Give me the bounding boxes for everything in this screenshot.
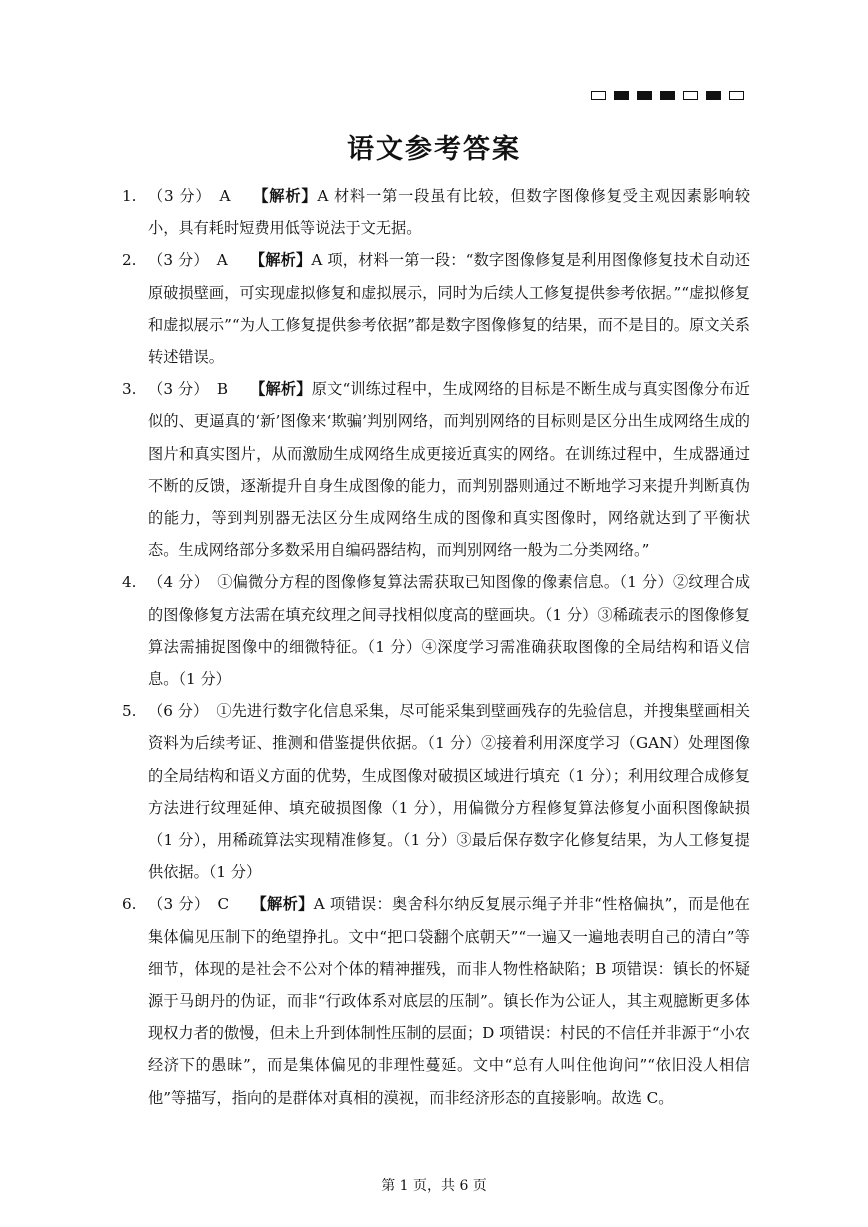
header-mark-1 (591, 91, 606, 100)
header-mark-5 (683, 91, 698, 100)
analysis-tag: 【解析】 (251, 895, 314, 914)
answer-item-1 (120, 180, 750, 244)
analysis-tag: 【解析】 (252, 187, 318, 205)
header-mark-2 (614, 91, 629, 100)
header-mark-3 (637, 91, 652, 100)
answer-item-3 (120, 373, 750, 566)
answer-option: A (219, 187, 231, 205)
answer-score: （3 分） (148, 895, 210, 914)
page-footer: 第 1 页，共 6 页 (381, 1178, 487, 1194)
header-mark-4 (660, 91, 675, 100)
answer-item-6 (120, 888, 750, 1113)
answer-score: （3 分） (148, 251, 209, 270)
analysis-tag: 【解析】 (249, 380, 312, 399)
answer-list (120, 180, 750, 1114)
page-title: 语文参考答案 (347, 134, 521, 165)
answer-text: 原文“训练过程中，生成网络的目标是不断生成与真实图像分布近似的、更逼真的‘新’图像来‘欺骗’判别网络，而判别网络的目标则是区分出生成网络生成的图片和真实图片，从而激励生成网络生成更接近真实的网络。在训练过程中，生成器通过不断的反馈，逐渐提升自身生成图像的能力，而判别器则通过不断地学习来提升判断真伪的能力，等到判别器无法区分生成网络生成的图像和真实图像时，网络就达到了平衡状态。生成网络部分多数采用自编码器结构，而判别网络一般为二分类网络。” (148, 380, 750, 560)
answer-text: ①偏微分方程的图像修复算法需获取已知图像的像素信息。（1 分）②纹理合成的图像修复方法需在填充纹理之间寻找相似度高的壁画块。（1 分）③稀疏表示的图像修复算法需捕捉图像中的细微特征。（1 分）④深度学习需准确获取图像的全局结构和语义信息。（1 分） (148, 573, 751, 689)
answer-number: 6. (122, 895, 137, 914)
answer-score: （6 分） (148, 702, 209, 721)
answer-score: （3 分） (148, 380, 209, 399)
answer-number: 1. (122, 187, 137, 205)
answer-option: C (217, 895, 230, 914)
header-mark-6 (706, 91, 721, 100)
answer-text: A 项，材料一第一段：“数字图像修复是利用图像修复技术自动还原破损壁画，可实现虚拟修复和虚拟展示，同时为后续人工修复提供参考依据。”“虚拟修复和虚拟展示”“为人工修复提供参考依据”都是数字图像修复的结果，而不是目的。原文关系转述错误。 (148, 251, 751, 367)
analysis-tag: 【解析】 (249, 251, 312, 270)
answer-item-5 (120, 695, 750, 888)
answer-item-2 (120, 244, 750, 373)
answer-number: 5. (122, 702, 137, 721)
header-mark-7 (729, 91, 744, 100)
answer-option: A (216, 251, 228, 270)
header-marks (591, 91, 744, 100)
answer-number: 2. (122, 251, 137, 270)
answer-number: 4. (122, 573, 137, 592)
answer-score: （4 分） (148, 573, 210, 592)
answer-option: B (216, 380, 228, 399)
answer-text: ①先进行数字化信息采集，尽可能采集到壁画残存的先验信息，并搜集壁画相关资料为后续考证、推测和借鉴提供依据。（1 分）②接着利用深度学习（GAN）处理图像的全局结构和语义方面的优势，生成图像对破损区域进行填充（1 分）；利用纹理合成修复方法进行纹理延伸、填充破损图像（1 分），用偏微分方程修复算法修复小面积图像缺损（1 分），用稀疏算法实现精准修复。（1 分）③最后保存数字化修复结果，为人工修复提供依据。（1 分） (148, 702, 750, 882)
answer-item-4 (120, 566, 750, 695)
answer-number: 3. (122, 380, 137, 399)
answer-text: A 材料一第一段虽有比较，但数字图像修复受主观因素影响较小，具有耗时短费用低等说法于文无据。 (148, 187, 751, 238)
answer-score: （3 分） (148, 187, 212, 205)
answer-text: A 项错误：奥舍科尔纳反复展示绳子并非“性格偏执”，而是他在集体偏见压制下的绝望挣扎。文中“把口袋翻个底朝天”“一遍又一遍地表明自己的清白”等细节，体现的是社会不公对个体的精神摧残，而非人物性格缺陷；B 项错误：镇长的怀疑源于马朗丹的伪证，而非“行政体系对底层的压制”。镇长作为公证人，其主观臆断更多体现权力者的傲慢，但未上升到体制性压制的层面；D 项错误：村民的不信任并非源于“小农经济下的愚昧”，而是集体偏见的非理性蔓延。文中“总有人叫住他询问”“依旧没人相信他”等描写，指向的是群体对真相的漠视，而非经济形态的直接影响。故选 C。 (148, 895, 750, 1107)
